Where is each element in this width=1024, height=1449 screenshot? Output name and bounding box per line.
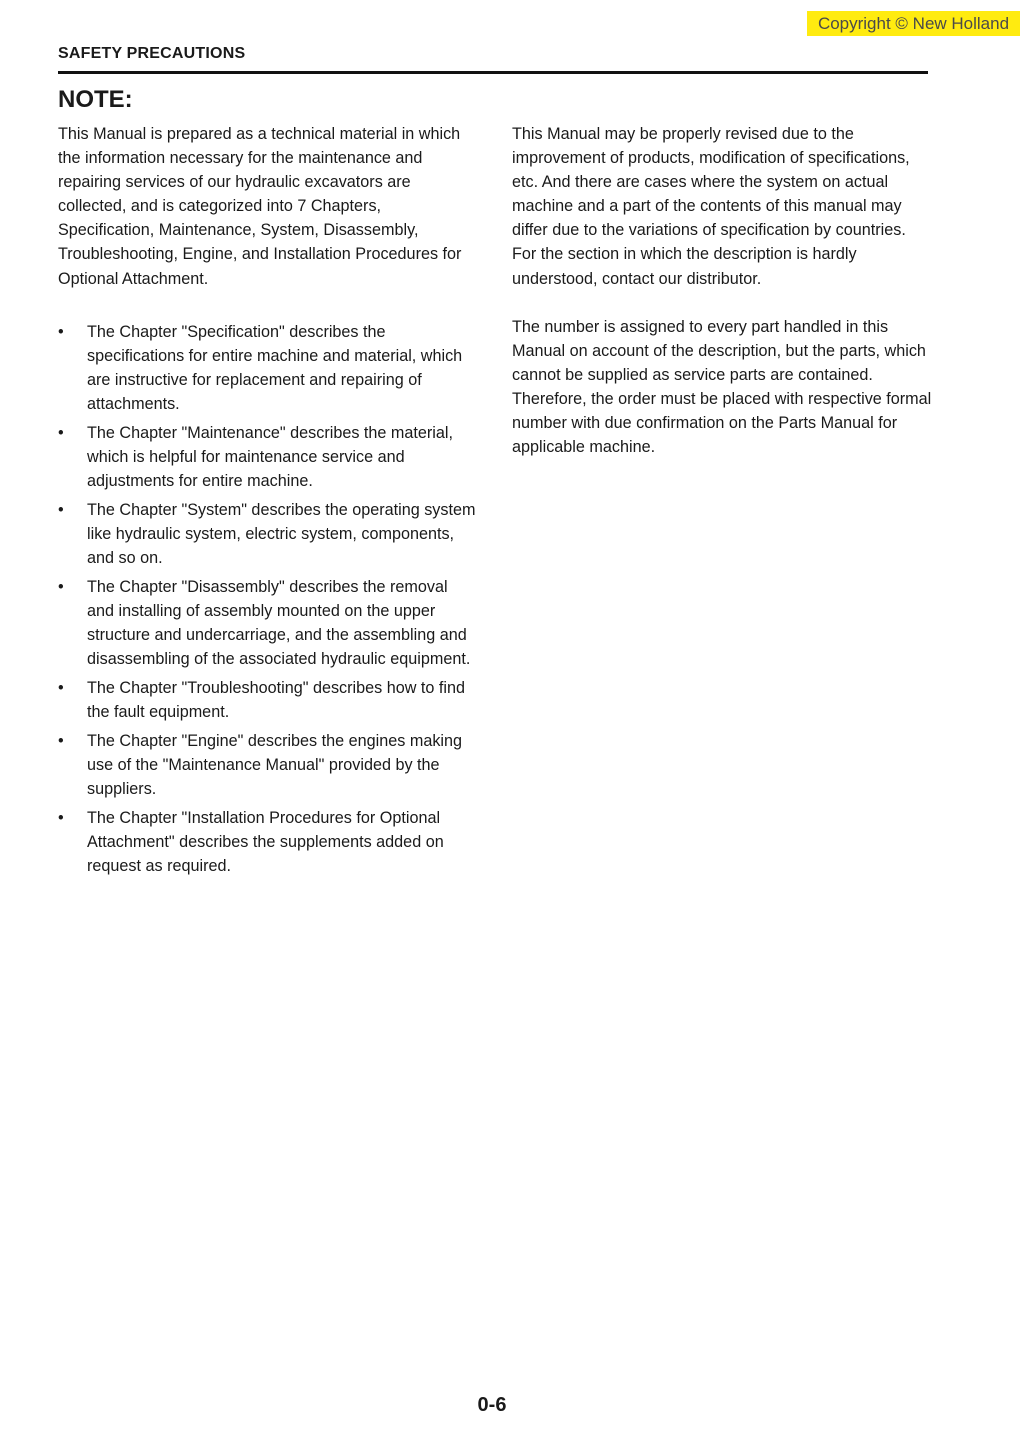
- revision-paragraph: This Manual may be properly revised due to the improvement of products, modification of specifications, etc. And there are cases where the system on actual machine and a part of the contents of this manual may differ due to the variations of specification by countries. For the section in which the description is hardly understood, contact our distributor.: [512, 125, 910, 288]
- list-item: [58, 575, 478, 671]
- bullet-icon: •: [58, 732, 64, 751]
- page-number: 0-6: [477, 1394, 507, 1416]
- bullet-icon: •: [58, 500, 64, 519]
- header-divider: [58, 71, 928, 74]
- bullet-icon: •: [58, 322, 64, 341]
- list-item: [58, 498, 478, 570]
- copyright-notice: Copyright © New Holland: [807, 11, 1020, 36]
- parts-number-paragraph: The number is assigned to every part handled in this Manual on account of the description, but the parts, which cannot be supplied as service parts are contained. Therefore, the order must be placed with respective formal number with due confirmation on the Parts Manual for applicable machine.: [512, 317, 932, 457]
- intro-paragraph: This Manual is prepared as a technical material in which the information necessary for the maintenance and repairing services of our hydraulic excavators are collected, and is categorized into 7 Chapters, Specification, Maintenance, System, Disassembly, Troubleshooting, Engine, and Installation Procedures for Optional Attachment.: [58, 125, 462, 288]
- note-heading: NOTE:: [58, 86, 133, 113]
- list-item: [58, 729, 478, 801]
- right-column: [512, 122, 932, 459]
- list-item-text: The Chapter "Installation Procedures for Optional Attachment" describes the supplements added on request as required.: [87, 809, 444, 876]
- list-item-text: The Chapter "Troubleshooting" describes how to find the fault equipment.: [87, 679, 466, 722]
- list-item: [58, 676, 478, 724]
- bullet-icon: •: [58, 423, 64, 442]
- list-item: [58, 320, 478, 416]
- list-item: [58, 421, 478, 493]
- bullet-icon: •: [58, 679, 64, 698]
- chapter-list: [58, 320, 478, 879]
- list-item-text: The Chapter "Disassembly" describes the removal and installing of assembly mounted on the upper structure and undercarriage, and the assembling and disassembling of the associated hydraulic equipment.: [87, 577, 471, 669]
- list-item-text: The Chapter "System" describes the operating system like hydraulic system, electric system, components, and so on.: [87, 500, 476, 568]
- section-title: SAFETY PRECAUTIONS: [58, 45, 246, 62]
- bullet-icon: •: [58, 577, 64, 596]
- bullet-icon: •: [58, 809, 64, 828]
- list-item-text: The Chapter "Engine" describes the engines making use of the "Maintenance Manual" provided by the suppliers.: [87, 732, 463, 799]
- left-column: [58, 122, 478, 883]
- list-item-text: The Chapter "Specification" describes the specifications for entire machine and material, which are instructive for replacement and repairing of attachments.: [87, 322, 463, 413]
- list-item-text: The Chapter "Maintenance" describes the material, which is helpful for maintenance service and adjustments for entire machine.: [87, 423, 454, 491]
- list-item: [58, 806, 478, 878]
